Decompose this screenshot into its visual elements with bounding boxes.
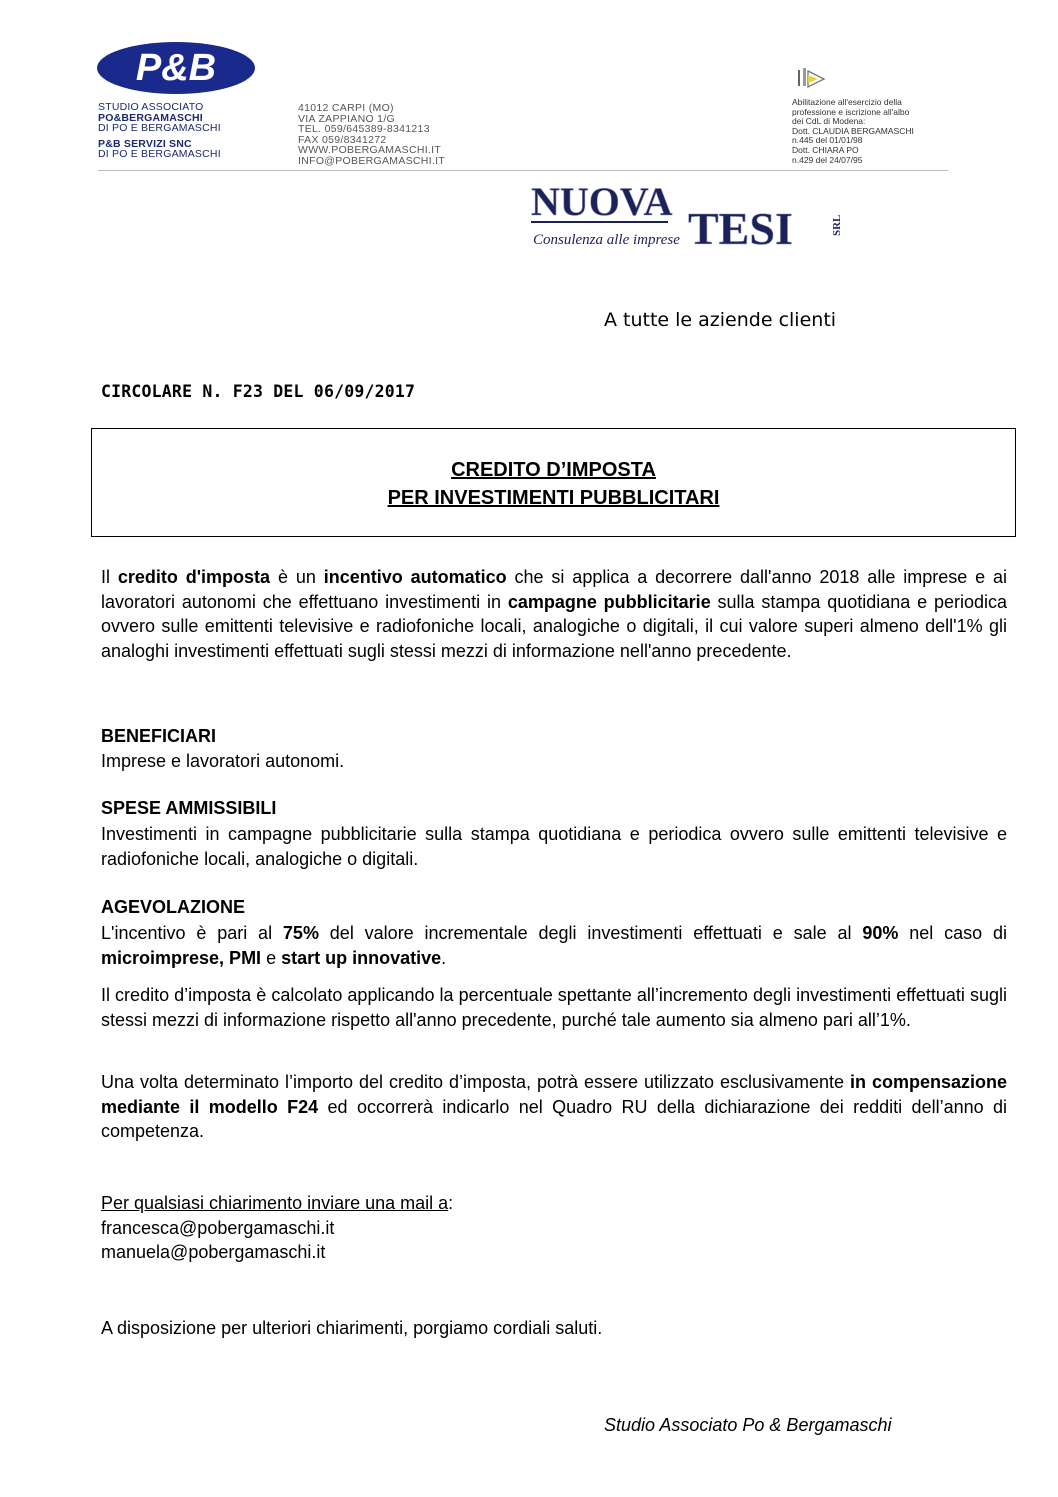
studio-line: STUDIO ASSOCIATO — [98, 101, 204, 113]
bold-text: credito d'imposta — [117, 567, 271, 587]
email-link-manuela[interactable]: manuela@pobergamaschi.it — [101, 1242, 326, 1262]
text: Una volta determinato l’importo del credito d’imposta, potrà essere utilizzato esclusivamente — [101, 1072, 850, 1092]
bold-text: 90% — [862, 923, 899, 943]
document-title-line2: PER INVESTIMENTI PUBBLICITARI — [387, 487, 720, 509]
title-box — [91, 428, 1016, 537]
abilitazione-line: n.429 del 24/07/95 — [792, 154, 863, 165]
abilitazione-line: n.445 del 01/01/98 — [792, 135, 863, 146]
agevolazione-p3 — [101, 1070, 1007, 1144]
closing-text: A disposizione per ulteriori chiarimenti, porgiamo cordiali saluti. — [101, 1318, 603, 1338]
servizi-name: P&B SERVIZI SNC — [98, 137, 192, 150]
nuova-word: NUOVA — [531, 179, 673, 224]
contact-label-text: Per qualsiasi chiarimento inviare una mail a — [101, 1193, 449, 1213]
bold-text: incentivo automatico — [323, 567, 507, 587]
text: sulla stampa quotidiana e periodica ovvero sulle emittenti televisive e radiofoniche locali, analogiche o digitali, il cui valore superi almeno dell'1% gli analoghi investimenti effettuati sugli stessi mezzi di informazione nell'anno precedente. — [101, 591, 1007, 661]
bold-text: start up innovative — [281, 947, 442, 968]
text: ed occorrerà indicarlo nel Quadro RU della dichiarazione dei redditi dell’anno di competenza. — [101, 1096, 1007, 1141]
beneficiari-heading: BENEFICIARI — [101, 726, 217, 746]
tesi-word: TESI — [688, 203, 793, 250]
agevolazione-heading: AGEVOLAZIONE — [101, 897, 246, 917]
address-line: VIA ZAPPIANO 1/G — [298, 112, 395, 125]
beneficiari-text: Imprese e lavoratori autonomi. — [101, 751, 345, 771]
signature: Studio Associato Po & Bergamaschi — [604, 1415, 892, 1435]
abilitazione-line: professione e iscrizione all'albo — [792, 106, 910, 117]
nuova-tesi-logo — [528, 178, 848, 250]
srl-suffix: SRL — [831, 214, 843, 236]
email-link-francesca[interactable]: francesca@pobergamaschi.it — [101, 1218, 335, 1238]
text: . — [441, 947, 447, 968]
abilitazione-line: Dott. CLAUDIA BERGAMASCHI — [792, 125, 914, 136]
email-line: INFO@POBERGAMASCHI.IT — [298, 154, 446, 167]
tagline: Consulenza alle imprese — [533, 232, 680, 248]
website-line: WWW.POBERGAMASCHI.IT — [298, 144, 442, 156]
studio-info — [98, 102, 221, 160]
contact-label — [101, 1193, 453, 1214]
text: e — [261, 947, 282, 968]
pb-logo-text: P&B — [135, 47, 217, 89]
text: : — [448, 1193, 454, 1213]
abilitazione-info — [792, 98, 914, 165]
intro-paragraph — [101, 565, 1007, 663]
studio-line: DI PO E BERGAMASCHI — [98, 148, 221, 160]
pb-logo — [96, 40, 258, 96]
text: che si applica a decorrere dall'anno 2018 alle imprese e ai lavoratori autonomi che effettuano investimenti in — [101, 567, 1007, 612]
text: è un — [270, 567, 324, 587]
text: Il — [101, 567, 118, 587]
agevolazione-p1 — [101, 921, 1007, 970]
spese-heading: SPESE AMMISSIBILI — [101, 798, 277, 818]
abilitazione-line: dei CdL di Modena: — [792, 116, 866, 127]
text: nel caso di — [898, 923, 1008, 943]
cdl-emblem-icon — [796, 67, 826, 93]
agevolazione-p2: Il credito d’imposta è calcolato applicando la percentuale spettante all’incremento degli investimenti effettuati sugli stessi mezzi di informazione rispetto all'anno precedente, purché tale aumento sia almeno pari all’1%. — [101, 985, 1007, 1030]
studio-line: DI PO E BERGAMASCHI — [98, 122, 221, 134]
bold-text: campagne pubblicitarie — [507, 591, 711, 612]
studio-name: PO&BERGAMASCHI — [98, 111, 203, 124]
recipient: A tutte le aziende clienti — [604, 309, 837, 331]
bold-text: microimprese, PMI — [101, 947, 262, 968]
circolare-number: CIRCOLARE N. F23 DEL 06/09/2017 — [101, 382, 416, 401]
spese-text: Investimenti in campagne pubblicitarie sulla stampa quotidiana e periodica ovvero sulle emittenti televisive e radiofoniche locali, analogiche o digitali. — [101, 824, 1007, 869]
document-title-line1: CREDITO D’IMPOSTA — [451, 459, 656, 481]
bold-text: 75% — [282, 923, 319, 943]
address-line: 41012 CARPI (MO) — [298, 102, 394, 114]
address-info — [298, 103, 445, 166]
fax-line: FAX 059/8341272 — [298, 133, 387, 146]
abilitazione-line: Dott. CHIARA PO — [792, 144, 859, 155]
text: L'incentivo è pari al — [101, 923, 283, 943]
phone-line: TEL. 059/645389-8341213 — [298, 123, 430, 135]
text: del valore incrementale degli investimenti effettuati e sale al — [318, 923, 863, 943]
bold-text: in compensazione mediante il modello F24 — [101, 1072, 1007, 1117]
header-divider — [98, 170, 948, 171]
abilitazione-line: Abilitazione all'esercizio della — [792, 97, 902, 107]
